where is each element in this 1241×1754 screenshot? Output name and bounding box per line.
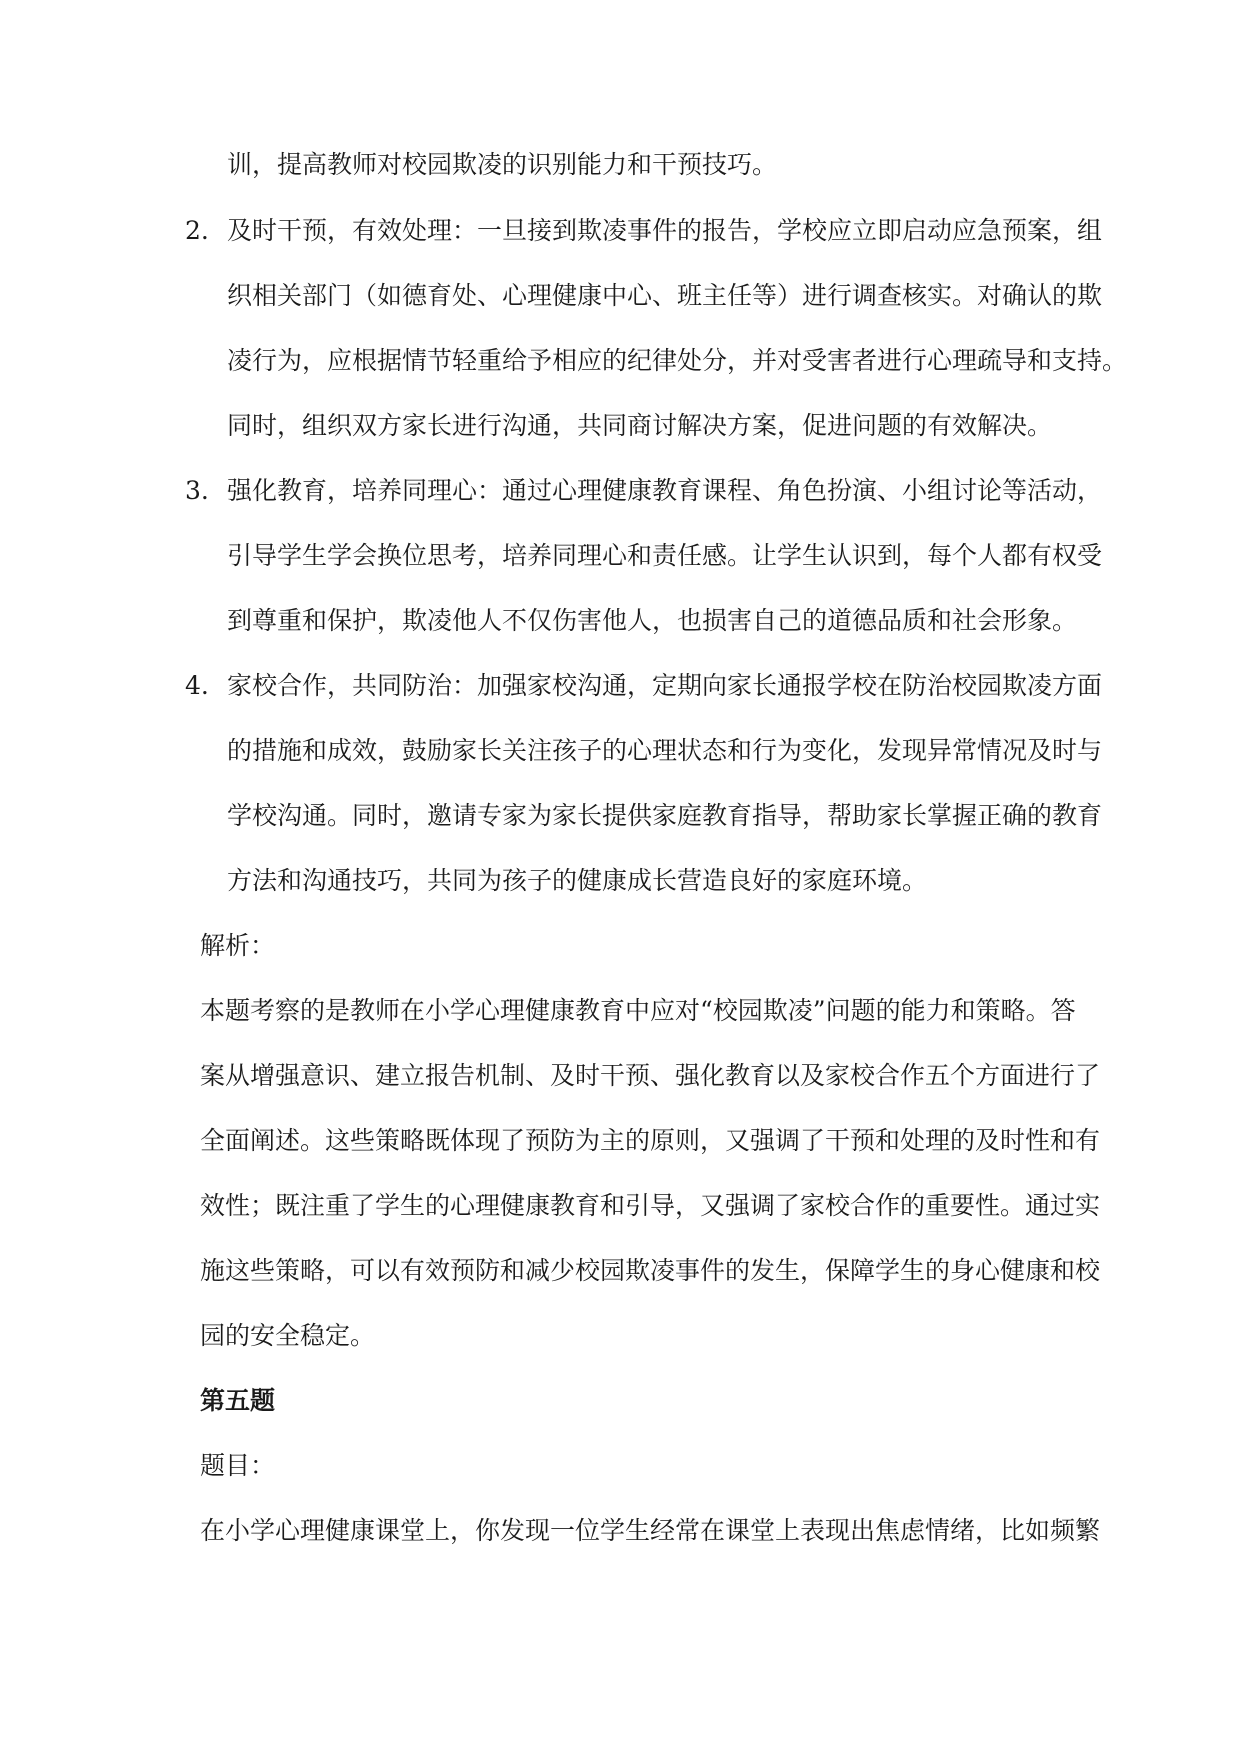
analysis-line: 全面阐述。这些策略既体现了预防为主的原则，又强调了干预和处理的及时性和有 — [200, 1126, 1101, 1155]
list-number: 4. — [185, 671, 209, 700]
list-item-line: 同时，组织双方家长进行沟通，共同商讨解决方案，促进问题的有效解决。 — [227, 411, 1053, 440]
question-label: 题目： — [200, 1451, 276, 1480]
continuation-line: 训，提高教师对校园欺凌的识别能力和干预技巧。 — [227, 150, 778, 179]
analysis-line: 施这些策略，可以有效预防和减少校园欺凌事件的发生，保障学生的身心健康和校 — [200, 1256, 1101, 1285]
list-item-line: 强化教育，培养同理心：通过心理健康教育课程、角色扮演、小组讨论等活动， — [227, 476, 1103, 505]
list-item-line: 学校沟通。同时，邀请专家为家长提供家庭教育指导，帮助家长掌握正确的教育 — [227, 801, 1103, 830]
analysis-line: 本题考察的是教师在小学心理健康教育中应对“校园欺凌”问题的能力和策略。答 — [200, 996, 1076, 1025]
list-number: 3. — [185, 476, 209, 505]
analysis-line: 园的安全稳定。 — [200, 1321, 376, 1350]
section-heading: 第五题 — [200, 1386, 276, 1415]
list-item-line: 方法和沟通技巧，共同为孩子的健康成长营造良好的家庭环境。 — [227, 866, 928, 895]
question-line: 在小学心理健康课堂上，你发现一位学生经常在课堂上表现出焦虑情绪，比如频繁 — [200, 1516, 1101, 1545]
analysis-line: 案从增强意识、建立报告机制、及时干预、强化教育以及家校合作五个方面进行了 — [200, 1061, 1101, 1090]
list-item-line: 的措施和成效，鼓励家长关注孩子的心理状态和行为变化，发现异常情况及时与 — [227, 736, 1103, 765]
analysis-label: 解析： — [200, 931, 276, 960]
analysis-line: 效性；既注重了学生的心理健康教育和引导，又强调了家校合作的重要性。通过实 — [200, 1191, 1101, 1220]
list-number: 2. — [185, 216, 209, 245]
list-item-line: 引导学生学会换位思考，培养同理心和责任感。让学生认识到，每个人都有权受 — [227, 541, 1103, 570]
list-item-line: 及时干预，有效处理：一旦接到欺凌事件的报告，学校应立即启动应急预案，组 — [227, 216, 1103, 245]
list-item-line: 织相关部门（如德育处、心理健康中心、班主任等）进行调查核实。对确认的欺 — [227, 281, 1103, 310]
list-item-line: 到尊重和保护，欺凌他人不仅伤害他人，也损害自己的道德品质和社会形象。 — [227, 606, 1078, 635]
list-item-line: 家校合作，共同防治：加强家校沟通，定期向家长通报学校在防治校园欺凌方面 — [227, 671, 1103, 700]
list-item-line: 凌行为，应根据情节轻重给予相应的纪律处分，并对受害者进行心理疏导和支持。 — [227, 346, 1128, 375]
